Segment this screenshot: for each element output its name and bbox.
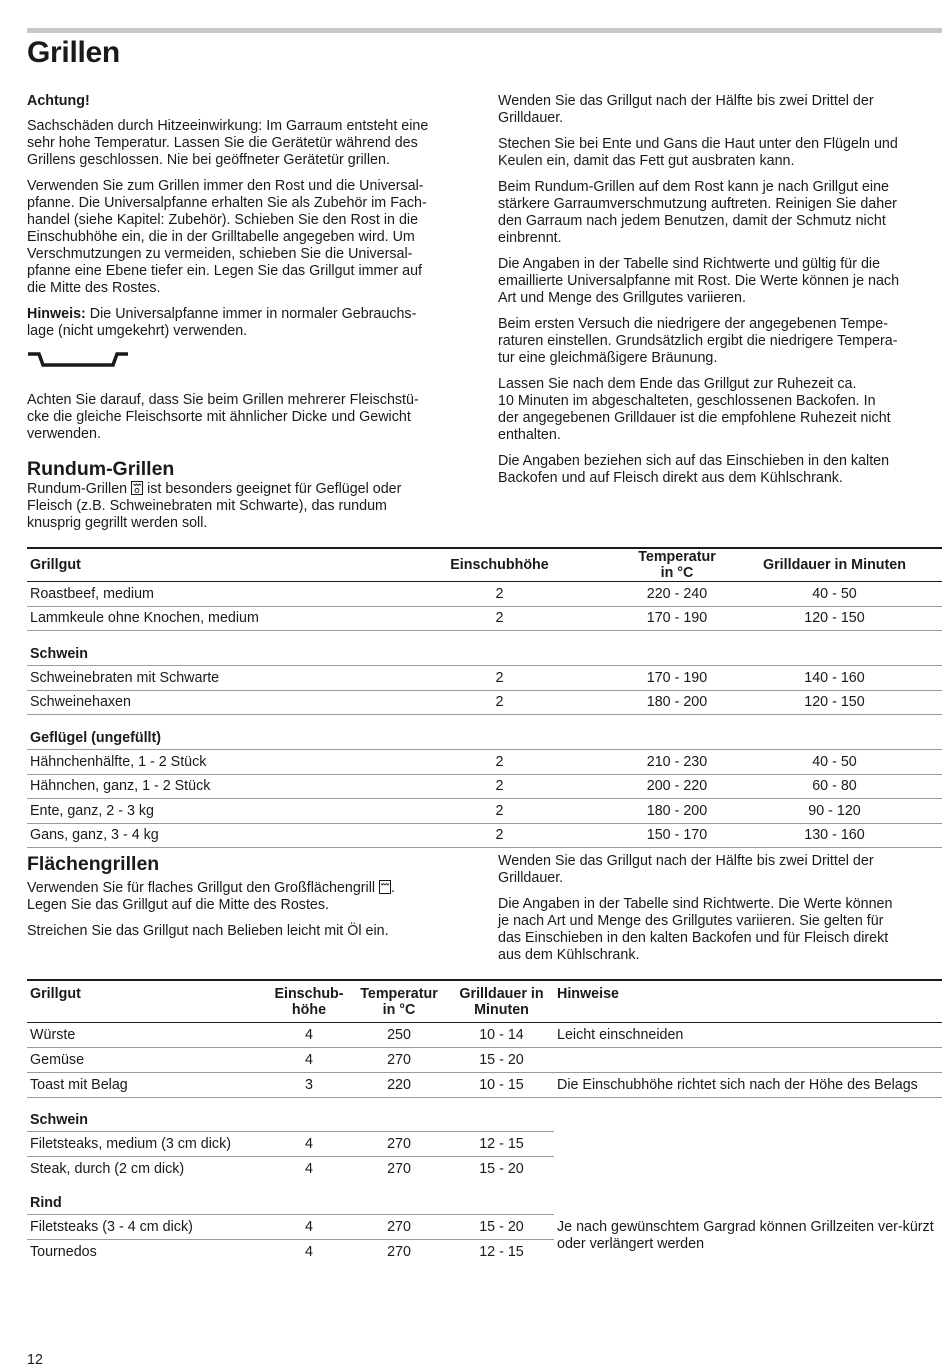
text-line: das Einschieben in den kalten Backofen und für Fleisch direkt <box>498 930 889 946</box>
table-cell: 2 <box>372 690 627 715</box>
table-cell: 270 <box>349 1048 449 1073</box>
text-segment: ist besonders geeignet für Geflügel oder <box>143 481 402 497</box>
text-line: je nach Art und Menge des Grillgutes variieren. Sie gelten für <box>498 913 884 929</box>
table-row <box>27 690 942 715</box>
table-cell <box>554 1132 942 1182</box>
table-cell: Lammkeule ohne Knochen, medium <box>27 606 372 631</box>
table-cell: 3 <box>269 1073 349 1098</box>
table-cell: 4 <box>305 1161 313 1177</box>
hint-label: Hinweis: <box>27 306 86 322</box>
table-cell: Je nach gewünschtem Gargrad können Grillzeiten ver-kürzt oder verlängert werden <box>557 1218 934 1252</box>
info-paragraph <box>498 376 938 444</box>
text-line: Beim Rundum-Grillen auf dem Rost kann je nach Grillgut eine <box>498 179 889 195</box>
table-cell: 270 <box>349 1132 449 1157</box>
table-cell: Gemüse <box>27 1048 269 1073</box>
table-cell: 180 - 200 <box>627 799 727 824</box>
table-cell: 150 - 170 <box>627 823 727 848</box>
table-cell: 40 - 50 <box>727 582 942 607</box>
header-line: Temperatur <box>360 986 438 1002</box>
table-cell: 4 <box>269 1132 349 1157</box>
header-line: Einschub- <box>274 986 344 1002</box>
text-line: Einschubhöhe ein, die in der Grilltabelle angegeben wird. Um <box>27 229 415 245</box>
empty-cell <box>554 1098 942 1132</box>
text-line: emaillierte Universalpfanne mit Rost. Die Werte können je nach <box>498 273 900 289</box>
table-group-row <box>27 1181 942 1215</box>
rundum-paragraph <box>27 481 467 532</box>
group-label: Rind <box>27 1181 554 1215</box>
group-label: Geflügel (ungefüllt) <box>27 715 942 750</box>
section-heading-rundum: Rundum-Grillen <box>27 458 175 480</box>
table-header-row <box>27 980 942 1023</box>
table-row <box>27 1215 942 1240</box>
header-line: Grilldauer in <box>459 986 544 1002</box>
table-cell: Gans, ganz, 3 - 4 kg <box>27 823 372 848</box>
text-line: Fleisch (z.B. Schweinebraten mit Schwarte), das rundum <box>27 498 387 514</box>
table-cell: 180 - 200 <box>627 690 727 715</box>
table-cell: 170 - 190 <box>627 666 727 691</box>
group-label: Schwein <box>27 631 942 666</box>
table-header-row <box>27 548 942 582</box>
table-row <box>27 1023 942 1048</box>
table-row <box>27 799 942 824</box>
table-cell: 270 <box>387 1161 411 1177</box>
table-cell <box>554 1048 942 1073</box>
text-line: stärkere Garraumverschmutzung auftreten. Reinigen Sie daher <box>498 196 897 212</box>
table-cell: Tournedos <box>30 1244 97 1260</box>
table-cell: 15 - 20 <box>479 1161 524 1177</box>
text-line: Keulen ein, damit das Fett gut ausbraten kann. <box>498 153 795 169</box>
table-cell: Toast mit Belag <box>27 1073 269 1098</box>
table-cell: 270 <box>387 1244 411 1260</box>
table-cell: 130 - 160 <box>727 823 942 848</box>
table-cell: 2 <box>372 582 627 607</box>
table-cell: 120 - 150 <box>727 606 942 631</box>
text-line: Legen Sie das Grillgut auf die Mitte des Rostes. <box>27 897 329 913</box>
header-line: in °C <box>382 1002 416 1018</box>
text-line: Lassen Sie nach dem Ende das Grillgut zur Ruhezeit ca. <box>498 376 857 392</box>
table-cell: 4 <box>269 1215 349 1240</box>
table-cell: 2 <box>372 823 627 848</box>
table-cell: 2 <box>372 606 627 631</box>
table-cell: Schweinehaxen <box>27 690 372 715</box>
text-line: tur eine gleichmäßigere Bräunung. <box>498 350 718 366</box>
table-cell: 12 - 15 <box>479 1244 524 1260</box>
hint-paragraph <box>27 306 467 340</box>
text-line: handel (siehe Kapitel: Zubehör). Schieben Sie den Rost in die <box>27 212 419 228</box>
table-cell: 2 <box>372 799 627 824</box>
column-header <box>27 980 269 1023</box>
table-cell: 210 - 230 <box>627 750 727 775</box>
table-group-row <box>27 631 942 666</box>
column-header: Einschubhöhe <box>372 548 627 582</box>
info-paragraph <box>498 179 938 247</box>
table-row <box>27 1073 942 1098</box>
table-cell: Ente, ganz, 2 - 3 kg <box>27 799 372 824</box>
table-cell: 10 - 15 <box>449 1073 554 1098</box>
text-line: aus dem Kühlschrank. <box>498 947 640 963</box>
table-cell: 200 - 220 <box>627 774 727 799</box>
text-line: 10 Minuten im abgeschalteten, geschlossenen Backofen. In <box>498 393 876 409</box>
section-heading-flaechen: Flächengrillen <box>27 853 160 875</box>
table-cell: 140 - 160 <box>727 666 942 691</box>
table-cell: 60 - 80 <box>727 774 942 799</box>
table-group-row <box>27 1098 942 1132</box>
text-line: Art und Menge des Grillgutes variieren. <box>498 290 746 306</box>
column-header: Grilldauer in Minuten <box>727 548 942 582</box>
info-paragraph <box>498 256 938 307</box>
table-cell: 2 <box>372 750 627 775</box>
column-header: Grillgut <box>27 548 372 582</box>
table-cell: Hähnchenhälfte, 1 - 2 Stück <box>27 750 372 775</box>
text-line: Grilldauer. <box>498 110 564 126</box>
table-cell: 10 - 14 <box>449 1023 554 1048</box>
text-line: Grillens geschlossen. Nie bei geöffneter Gerätetür grillen. <box>27 152 390 168</box>
text-line: pfanne eine Ebene tiefer ein. Legen Sie das Grillgut immer auf <box>27 263 422 279</box>
table-cell: 250 <box>349 1023 449 1048</box>
text-segment: . <box>391 880 396 896</box>
table-cell: Hähnchen, ganz, 1 - 2 Stück <box>27 774 372 799</box>
table-cell: Roastbeef, medium <box>27 582 372 607</box>
table-cell: 120 - 150 <box>727 690 942 715</box>
table-row <box>27 1048 942 1073</box>
table-row <box>27 750 942 775</box>
info-paragraph <box>498 136 938 170</box>
flaechen-oil-paragraph: Streichen Sie das Grillgut nach Belieben leicht mit Öl ein. <box>27 923 389 939</box>
info-paragraph <box>498 316 938 367</box>
column-header <box>269 980 349 1023</box>
text-line: Die Angaben beziehen sich auf das Einschieben in den kalten <box>498 453 890 469</box>
table-cell: 2 <box>372 666 627 691</box>
warning-text <box>27 118 467 169</box>
table-cell: 15 - 20 <box>449 1048 554 1073</box>
info-paragraph <box>498 896 938 964</box>
table-cell: 15 - 20 <box>449 1215 554 1240</box>
table-row <box>27 823 942 848</box>
text-line: Verschmutzungen zu vermeiden, schieben Sie die Universal- <box>27 246 413 262</box>
text-line: Die Universalpfanne immer in normaler Gebrauchs- <box>85 306 417 322</box>
table-cell: 4 <box>269 1023 349 1048</box>
right-column <box>498 93 938 496</box>
table-cell: 2 <box>372 774 627 799</box>
text-line: lage (nicht umgekehrt) verwenden. <box>27 323 248 339</box>
warning-heading: Achtung! <box>27 93 90 109</box>
meat-paragraph <box>27 392 467 443</box>
table-cell: 220 <box>349 1073 449 1098</box>
text-line: Die Angaben in der Tabelle sind Richtwerte. Die Werte können <box>498 896 893 912</box>
text-line: einbrennt. <box>498 230 562 246</box>
table-group-row <box>27 715 942 750</box>
info-paragraph <box>498 93 938 127</box>
circulating-grill-icon <box>131 481 143 495</box>
text-line: Achten Sie darauf, dass Sie beim Grillen mehrerer Fleischstü- <box>27 392 419 408</box>
text-line: die Mitte des Rostes. <box>27 280 161 296</box>
text-segment: Rundum-Grillen <box>27 481 132 497</box>
flaechen-grill-table <box>27 979 942 1264</box>
rundum-grill-table <box>27 547 942 848</box>
text-line: cke die gleiche Fleischsorte mit ähnlicher Dicke und Gewicht <box>27 409 411 425</box>
table-cell: Die Einschubhöhe richtet sich nach der Höhe des Belags <box>554 1073 942 1098</box>
table-cell: 40 - 50 <box>727 750 942 775</box>
left-column <box>27 93 467 541</box>
column-header <box>349 980 449 1023</box>
text-line: pfanne. Die Universalpfanne erhalten Sie als Zubehör im Fach- <box>27 195 427 211</box>
table-row <box>27 606 942 631</box>
text-line: der angegebenen Grilldauer ist die empfohlene Ruhezeit nicht <box>498 410 891 426</box>
table-cell: 270 <box>349 1215 449 1240</box>
large-area-grill-icon <box>379 880 391 894</box>
info-paragraph <box>498 453 938 487</box>
header-line: Hinweise <box>557 986 619 1002</box>
table-row <box>27 774 942 799</box>
table-cell: 4 <box>305 1244 313 1260</box>
text-line: Stechen Sie bei Ente und Gans die Haut unter den Flügeln und <box>498 136 898 152</box>
table-row <box>27 1132 942 1157</box>
table-cell: 90 - 120 <box>727 799 942 824</box>
text-line: Wenden Sie das Grillgut nach der Hälfte bis zwei Drittel der <box>498 853 874 869</box>
text-line: Wenden Sie das Grillgut nach der Hälfte bis zwei Drittel der <box>498 93 874 109</box>
text-line: Grilldauer. <box>498 870 564 886</box>
table-cell: Filetsteaks (3 - 4 cm dick) <box>27 1215 269 1240</box>
table-cell: 220 - 240 <box>627 582 727 607</box>
flaechen-left <box>27 852 467 949</box>
header-line: Grillgut <box>30 986 81 1002</box>
text-line: verwenden. <box>27 426 101 442</box>
table-cell: Schweinebraten mit Schwarte <box>27 666 372 691</box>
table-cell: 4 <box>269 1048 349 1073</box>
text-segment: Verwenden Sie für flaches Grillgut den Großflächengrill <box>27 880 380 896</box>
table-row <box>27 666 942 691</box>
info-paragraph <box>498 853 938 887</box>
page-title: Grillen <box>27 36 120 69</box>
header-line: Minuten <box>474 1002 529 1018</box>
top-rule <box>27 28 942 33</box>
text-line: Backofen und auf Fleisch direkt aus dem Kühlschrank. <box>498 470 843 486</box>
empty-cell <box>554 1181 942 1215</box>
universal-pan-icon <box>27 350 129 372</box>
flaechen-paragraph <box>27 880 467 914</box>
text-line: Sachschäden durch Hitzeeinwirkung: Im Garraum entsteht eine <box>27 118 429 134</box>
text-line: Die Angaben in der Tabelle sind Richtwerte und gültig für die <box>498 256 881 272</box>
text-line: Verwenden Sie zum Grillen immer den Rost und die Universal- <box>27 178 424 194</box>
text-line: den Garraum nach jedem Benutzen, damit der Schmutz nicht <box>498 213 886 229</box>
column-header <box>554 980 942 1023</box>
usage-paragraph <box>27 178 467 297</box>
table-cell: Leicht einschneiden <box>554 1023 942 1048</box>
table-cell: Steak, durch (2 cm dick) <box>30 1161 185 1177</box>
text-line: Beim ersten Versuch die niedrigere der angegebenen Tempe- <box>498 316 888 332</box>
text-line: knusprig gegrillt werden soll. <box>27 515 208 531</box>
table-cell: Filetsteaks, medium (3 cm dick) <box>27 1132 269 1157</box>
table-row <box>27 582 942 607</box>
table-cell: 12 - 15 <box>449 1132 554 1157</box>
table-cell: 170 - 190 <box>627 606 727 631</box>
column-header: Temperatur in °C <box>627 548 727 582</box>
group-label: Schwein <box>27 1098 554 1132</box>
flaechen-right <box>498 853 938 973</box>
text-line: sehr hohe Temperatur. Lassen Sie die Gerätetür während des <box>27 135 418 151</box>
header-line: höhe <box>291 1002 327 1018</box>
text-line: enthalten. <box>498 427 561 443</box>
page-number: 12 <box>27 1352 43 1368</box>
table-cell: Würste <box>27 1023 269 1048</box>
column-header <box>449 980 554 1023</box>
text-line: raturen einstellen. Grundsätzlich ergibt die niedrigere Tempera- <box>498 333 898 349</box>
